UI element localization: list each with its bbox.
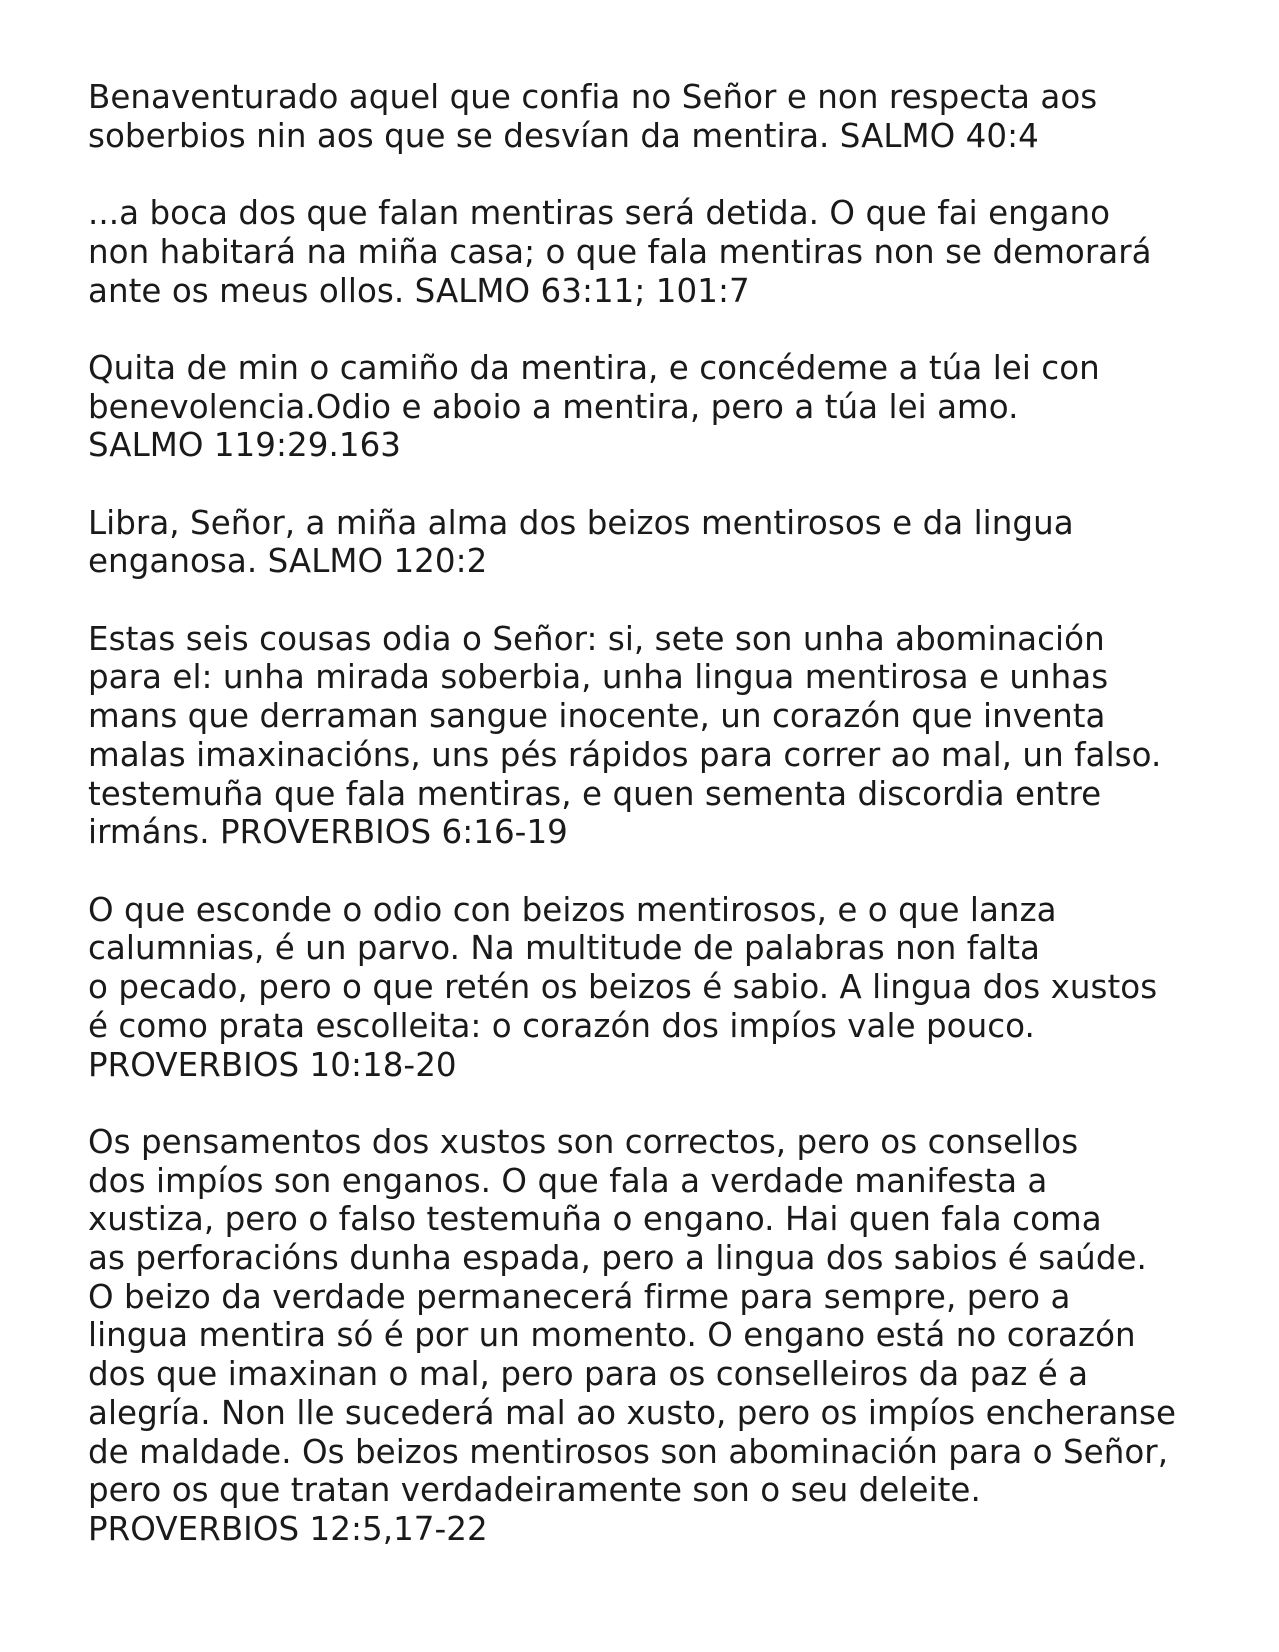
text-line: O beizo da verdade permanecerá firme para sempre, pero a xyxy=(88,1277,1071,1316)
text-line: dos que imaxinan o mal, pero para os conselleiros da paz é a xyxy=(88,1355,1089,1394)
text-line: SALMO 119:29.163 xyxy=(88,426,402,465)
text-line: Quita de min o camiño da mentira, e concédeme a túa lei con xyxy=(88,348,1100,387)
text-line: alegría. Non lle sucederá mal ao xusto, pero os impíos encheranse xyxy=(88,1393,1177,1432)
text-line: é como prata escolleita: o corazón dos impíos vale pouco. xyxy=(88,1006,1035,1045)
text-line: as perforacións dunha espada, pero a lingua dos sabios é saúde. xyxy=(88,1239,1147,1277)
text-line: Os pensamentos dos xustos son correctos, pero os consellos xyxy=(88,1122,1079,1161)
paragraph-proverbios-6 xyxy=(88,620,1268,852)
text-line: o pecado, pero o que retén os beizos é sabio. A lingua dos xustos xyxy=(88,968,1158,1007)
paragraph-salmo-63-101 xyxy=(88,194,1268,310)
paragraph-salmo-119 xyxy=(88,349,1268,465)
text-line: enganosa. SALMO 120:2 xyxy=(88,542,488,581)
text-line: ...a boca dos que falan mentiras será detida. O que fai engano xyxy=(88,194,1111,233)
text-line: ante os meus ollos. SALMO 63:11; 101:7 xyxy=(88,271,750,310)
text-line: Libra, Señor, a miña alma dos beizos mentirosos e da lingua xyxy=(88,503,1074,542)
text-line: para el: unha mirada soberbia, unha lingua mentirosa e unhas xyxy=(88,658,1109,697)
text-line: pero os que tratan verdadeiramente son o seu deleite. xyxy=(88,1471,981,1510)
text-line: testemuña que fala mentiras, e quen sementa discordia entre xyxy=(88,774,1102,813)
text-line: xustiza, pero o falso testemuña o engano. Hai quen fala coma xyxy=(88,1200,1102,1239)
paragraph-salmo-40 xyxy=(88,78,1268,155)
text-line: PROVERBIOS 10:18-20 xyxy=(88,1045,457,1084)
paragraph-salmo-120 xyxy=(88,504,1268,581)
text-line: mans que derraman sangue inocente, un corazón que inventa xyxy=(88,697,1106,736)
text-line: non habitará na miña casa; o que fala mentiras non se demorará xyxy=(88,232,1152,271)
text-line: dos impíos son enganos. O que fala a verdade manifesta a xyxy=(88,1161,1048,1200)
document-page xyxy=(88,78,1268,1587)
text-line: Estas seis cousas odia o Señor: si, sete son unha abominación xyxy=(88,619,1105,658)
paragraph-proverbios-12 xyxy=(88,1123,1268,1549)
text-line: soberbios nin aos que se desvían da mentira. SALMO 40:4 xyxy=(88,116,1039,155)
text-line: O que esconde o odio con beizos mentirosos, e o que lanza xyxy=(88,890,1057,929)
text-line: benevolencia.Odio e aboio a mentira, pero a túa lei amo. xyxy=(88,387,1019,426)
paragraph-proverbios-10 xyxy=(88,891,1268,1085)
text-line: malas imaxinacións, uns pés rápidos para correr ao mal, un falso. xyxy=(88,735,1162,774)
text-line: lingua mentira só é por un momento. O engano está no corazón xyxy=(88,1316,1136,1355)
text-line: de maldade. Os beizos mentirosos son abominación para o Señor, xyxy=(88,1432,1169,1471)
text-line: PROVERBIOS 12:5,17-22 xyxy=(88,1509,488,1548)
text-line: Benaventurado aquel que confia no Señor e non respecta aos xyxy=(88,78,1098,116)
text-line: irmáns. PROVERBIOS 6:16-19 xyxy=(88,813,568,852)
text-line: calumnias, é un parvo. Na multitude de palabras non falta xyxy=(88,929,1041,968)
